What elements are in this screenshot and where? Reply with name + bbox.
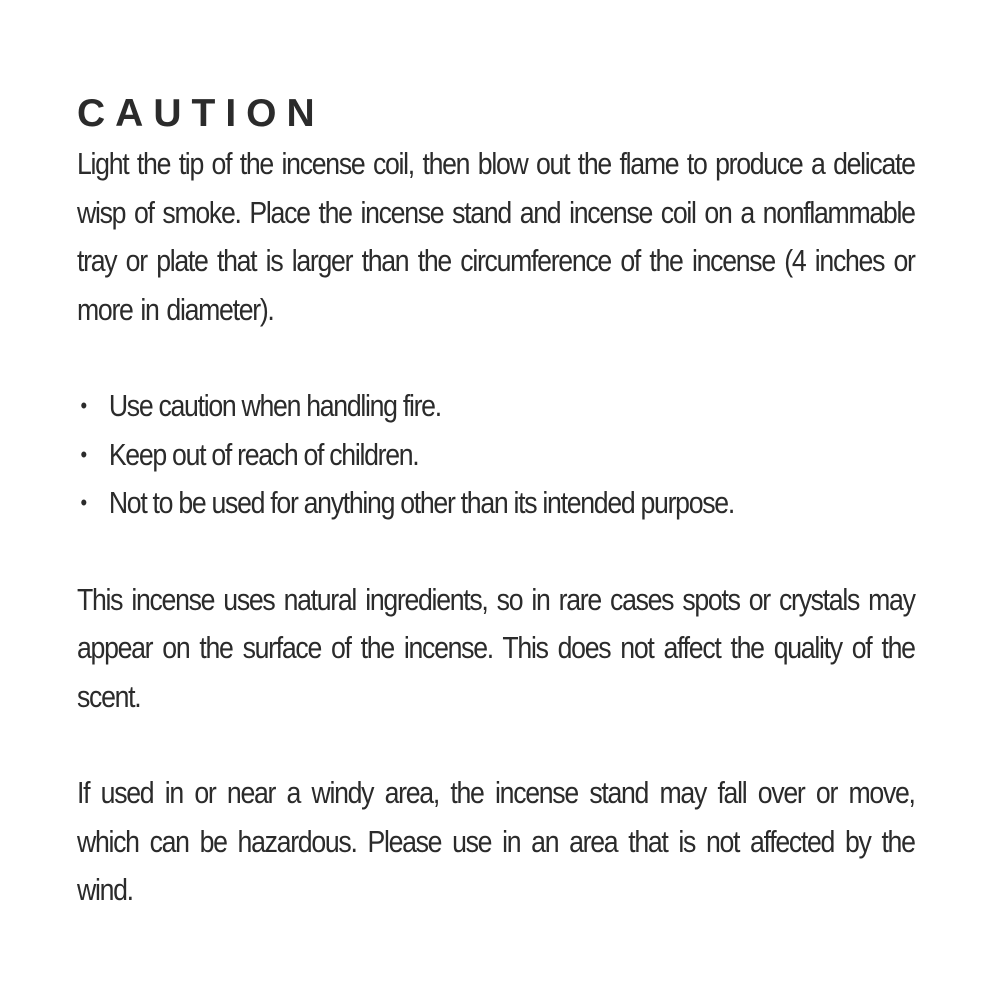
caution-bullet-list	[77, 382, 915, 528]
bullet-item	[77, 382, 915, 431]
bullet-item	[77, 431, 915, 480]
bullet-text: Not to be used for anything other than its intended purpose.	[108, 485, 734, 520]
wind-paragraph: If used in or near a windy area, the incense stand may fall over or move, which can be hazardous. Please use in an area that is not affected by the wind.	[77, 775, 915, 907]
bullet-item	[77, 479, 915, 528]
intro-paragraph: Light the tip of the incense coil, then blow out the flame to produce a delicate wisp of smoke. Place the incense stand and incense coil on a nonflammable tray or plate that is larger than the circumference of the incense (4 inches or more in diameter).	[77, 146, 915, 327]
bullet-icon: •	[80, 393, 86, 418]
bullet-icon: •	[80, 490, 86, 515]
bullet-text: Use caution when handling fire.	[108, 388, 441, 423]
spacer	[77, 528, 915, 576]
bullet-text: Keep out of reach of children.	[108, 436, 419, 472]
caution-title: CAUTION	[77, 92, 325, 135]
bullet-icon: •	[80, 441, 86, 467]
spacer	[77, 334, 915, 382]
caution-sheet	[77, 90, 915, 915]
ingredients-paragraph: This incense uses natural ingredients, so in rare cases spots or crystals may appear on the surface of the incense. This does not affect the quality of the scent.	[77, 581, 915, 714]
spacer	[77, 721, 915, 769]
